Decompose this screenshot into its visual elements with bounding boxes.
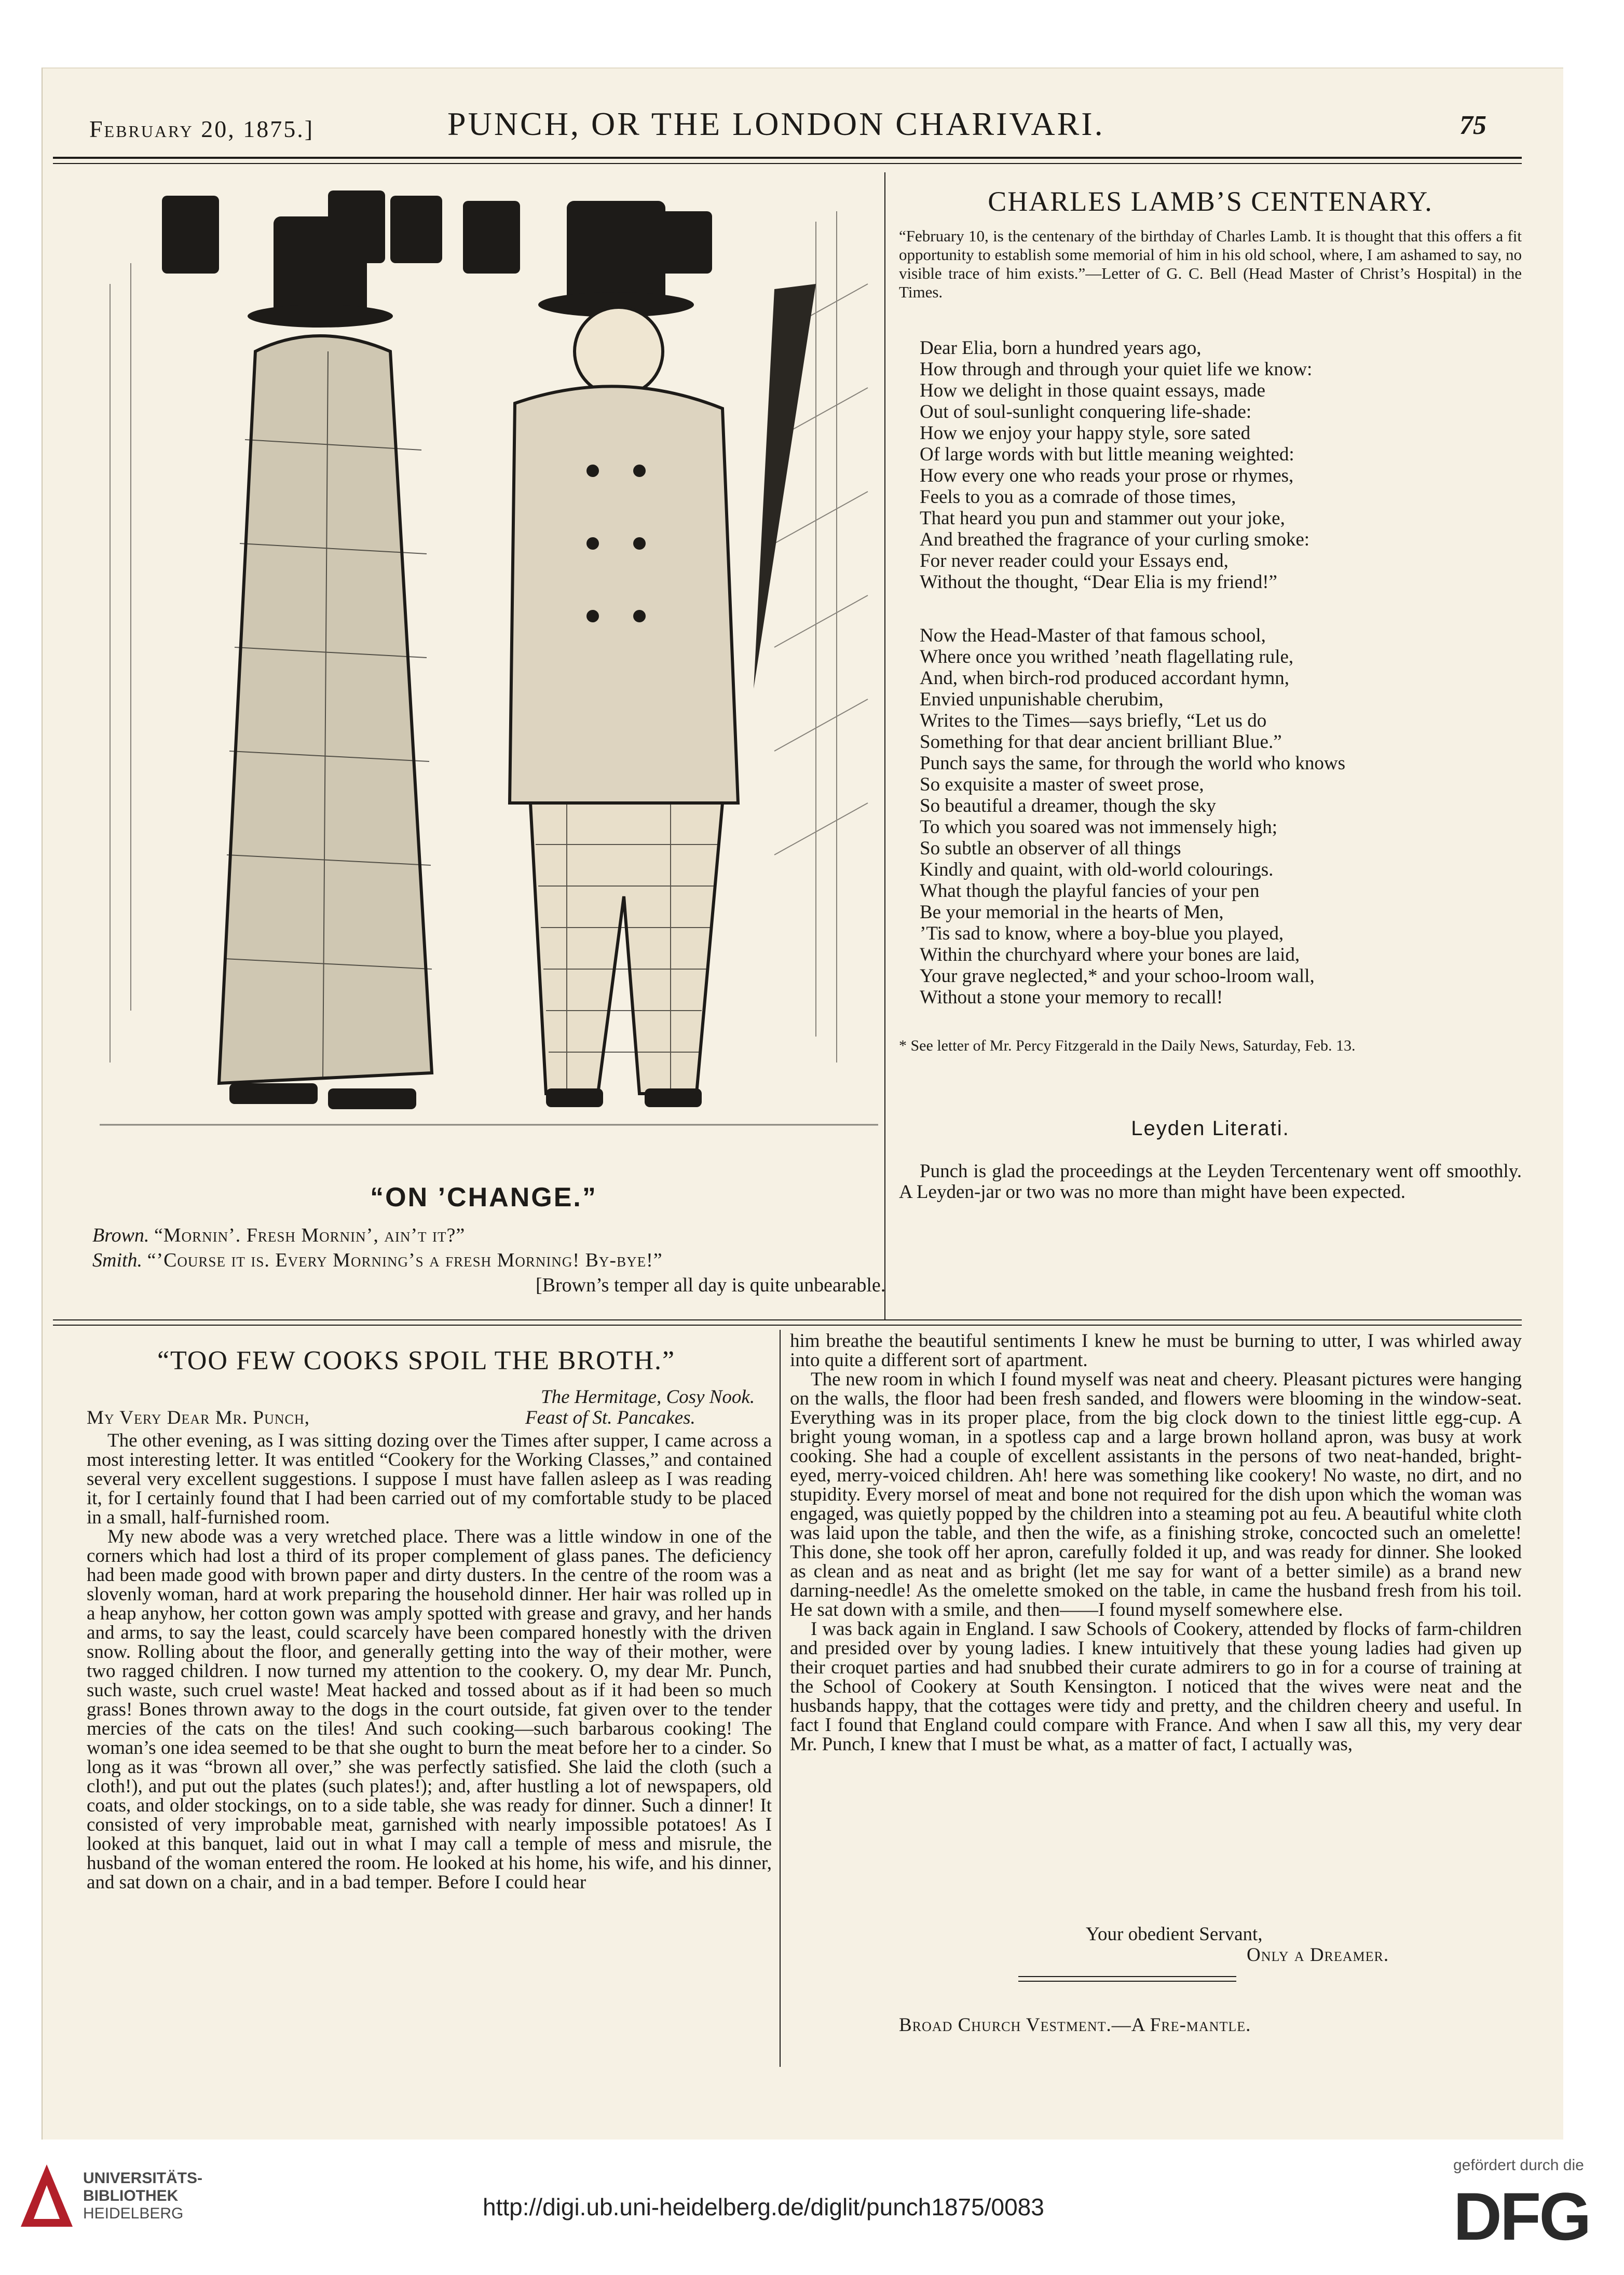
lamb-title: CHARLES LAMB’S CENTENARY. [988,186,1433,217]
short-rule-2 [1018,1981,1236,1982]
cooks-closing: Your obedient Servant, [1086,1924,1263,1945]
section-rule-thin [53,1325,1522,1326]
lamb-poem-stanza-1: Dear Elia, born a hundred years ago, How through and through your quiet life we know: How we delight in those quaint essays, made Out of soul-sunlight conquering life-shade: How we enjoy your happy style, sore sated Of large words with but little meaning weighted: How every one who reads your prose or rhymes, Feels to you as a comrade of those times, That heard you pun and stammer out your joke, And breathed the fragrance of your curling smoke: For never reader could your Essays end, Without the thought, “Dear Elia is my friend!” [920,337,1313,593]
header-date: February 20, 1875.] [89,116,315,142]
cooks-signature: Only a Dreamer. [1247,1944,1389,1966]
library-name-line-3: HEIDELBERG [83,2205,184,2222]
newspaper-page [42,67,1563,2140]
header-rule [53,157,1522,159]
cooks-paragraph-4: The new room in which I found myself was neat and cheery. Pleasant pictures were hanging on the walls, the floor had been fresh sanded, and flowers were blooming in the window-seat. Everything was in its proper place, from the big clock down to the tiniest little egg-cup. A bright young woman, in a spotless cap and a large brown holland apron, was busy at work cooking. She had a couple of excellent assistants in the persons of two neat-handed, bright-eyed, merry-voiced children. Ah! here was something like cookery! No waste, no dirt, and no stupidity. Every morsel of meat and bone not required for the dish upon which the woman was engaged, was quietly popped by the children into a steaming pot au feu. A beautiful white cloth was laid upon the table, and then the wife, as a finishing stroke, concocted such an omelette! This done, she took off her apron, carefully folded it up, and was ready for dinner. She looked as clean and as neat and as bright (let me say for want of a better simile) as a brand new darning-needle! As the omelette smoked on the table, in came the husband fresh from his toil. He sat down with a smile, and then——I found myself somewhere else. [790,1369,1522,1620]
leyden-text [899,1161,1522,1203]
column-divider-bottom [780,1330,781,2067]
cooks-paragraph-3: him breathe the beautiful sentiments I knew he must be burning to utter, I was whirled away into quite a different sort of apartment. [790,1330,1522,1371]
funder-text: gefördert durch die [1453,2157,1584,2174]
cooks-salutation: My Very Dear Mr. Punch, [87,1407,310,1428]
on-change-cartoon-illustration [100,180,878,1177]
header-title: PUNCH, OR THE LONDON CHARIVARI. [447,105,1105,142]
speaker-smith: Smith. [92,1249,143,1271]
cooks-paragraph-5: I was back again in England. I saw Schools of Cookery, attended by flocks of farm-children and presided over by young ladies. I knew intuitively that these young ladies had given up their croquet parties and had snubbed their curate admirers to go in for a course of training at the School of Cookery at South Kensington. I noticed that the wives were neat and the husbands happy, that the cottages were tidy and pretty, and the children cheery and useful. In fact I found that England could compare with France. And when I saw all this, my very dear Mr. Punch, I knew that I must be what, as a matter of fact, I actually was, [790,1618,1522,1755]
leyden-title: Leyden Literati. [1131,1117,1290,1140]
smith-line: “’Course it is. Every Morning’s a fresh Morning! By-bye!” [147,1249,663,1271]
cooks-right-column [790,1331,1522,1754]
cooks-place: The Hermitage, Cosy Nook. [541,1386,755,1408]
column-divider-top [884,172,885,1319]
cartoon-stage-note: [Brown’s temper all day is quite unbearable. [536,1274,886,1296]
section-rule [53,1319,1522,1320]
speaker-brown: Brown. [92,1224,149,1246]
cooks-title: “TOO FEW COOKS SPOIL THE BROTH.” [157,1346,676,1375]
short-rule [1018,1976,1236,1977]
library-name-line-2: BIBLIOTHEK [83,2187,179,2204]
cartoon-dialogue-brown [92,1223,465,1247]
cartoon-dialogue-smith [92,1248,663,1272]
header-rule-thin [53,163,1522,164]
cooks-left-column [87,1431,772,1892]
source-url-link[interactable]: http://digi.ub.uni-heidelberg.de/diglit/punch1875/0083 [483,2194,1044,2220]
leyden-paragraph: Punch is glad the proceedings at the Leyden Tercentenary went off smoothly. A Leyden-jar or two was no more than might have been expected. [899,1161,1522,1203]
library-name [83,2170,202,2223]
brown-line: “Mornin’. Fresh Mornin’, ain’t it?” [154,1224,466,1246]
university-library-logo-icon [18,2162,75,2229]
dfg-logo: DFG [1453,2178,1590,2254]
page-number: 75 [1459,111,1486,140]
lamb-footnote: * See letter of Mr. Percy Fitzgerald in the Daily News, Saturday, Feb. 13. [899,1037,1356,1054]
cooks-paragraph-1: The other evening, as I was sitting dozing over the Times after supper, I came across a most interesting letter. It was entitled “Cookery for the Working Classes,” and contained several very excellent suggestions. I suppose I must have fallen asleep as I was reading it, for I certainly found that I had been carried out of my comfortable study to be placed in a small, half-furnished room. [87,1430,772,1528]
broad-church-joke: Broad Church Vestment.—A Fre-mantle. [899,2014,1251,2036]
lamb-poem-stanza-2: Now the Head-Master of that famous school, Where once you writhed ’neath flagellating rule, And, when birch-rod produced accordant hymn, Envied unpunishable cherubim, Writes to the Times—says briefly, “Let us do Something for that dear ancient brilliant Blue.” Punch says the same, for through the world who knows So exquisite a master of sweet prose, So beautiful a dreamer, though the sky To which you soared was not immensely high; So subtle an observer of all things Kindly and quaint, with old-world colourings. What though the playful fancies of your pen Be your memorial in the hearts of Men, ’Tis sad to know, where a boy-blue you played, Within the churchyard where your bones are laid, Your grave neglected,* and your schoo-lroom wall, Without a stone your memory to recall! [920,625,1346,1008]
library-name-line-1: UNIVERSITÄTS- [83,2170,203,2187]
cooks-paragraph-2: My new abode was a very wretched place. There was a little window in one of the corners which had lost a third of its proper complement of glass panes. The deficiency had been made good with brown paper and dirty dusters. In the centre of the room was a slovenly woman, hard at work preparing the household dinner. Her hair was rolled up in a heap anyhow, her cotton gown was amply spotted with grease and gravy, and her hands and arms, to say the least, could scarcely have been compared honestly with the driven snow. Rolling about the floor, and generally getting into the way of their mother, were two ragged children. I now turned my attention to the cookery. O, my dear Mr. Punch, such waste, such cruel waste! Meat hacked and tossed about as if it had been so much grass! Bones thrown away to the dogs in the court outside, fat given over to the tender mercies of the cats on the tiles! And such cooking—such barbarous cooking! The woman’s one idea seemed to be that she ought to burn the meat before her to a cinder. So long as it was “brown all over,” she was perfectly satisfied. She laid the cloth (such a cloth!), and put out the plates (such plates!); and, after hustling a lot of newspapers, old coats, and older stockings, on to a side table, she was ready for dinner. Such a dinner! It consisted of very improbable meat, garnished with nearly impossible potatoes! As I looked at this banquet, laid out in what I may call a temple of mess and misrule, the husband of the woman entered the room. He looked at his home, his wife, and his dinner, and sat down on a chair, and in a bad temper. Before I could hear [87,1526,772,1893]
cartoon-title: “ON ’CHANGE.” [370,1182,597,1213]
cooks-feast: Feast of St. Pancakes. [525,1407,695,1428]
lamb-intro: “February 10, is the centenary of the birthday of Charles Lamb. It is thought that this offers a fit opportunity to establish some memorial of him in his old school, where, I am ashamed to say, no visible trace of him exists.”—Letter of G. C. Bell (Head Master of Christ’s Hospital) in the Times. [899,227,1522,301]
digitization-footer [0,2149,1624,2275]
